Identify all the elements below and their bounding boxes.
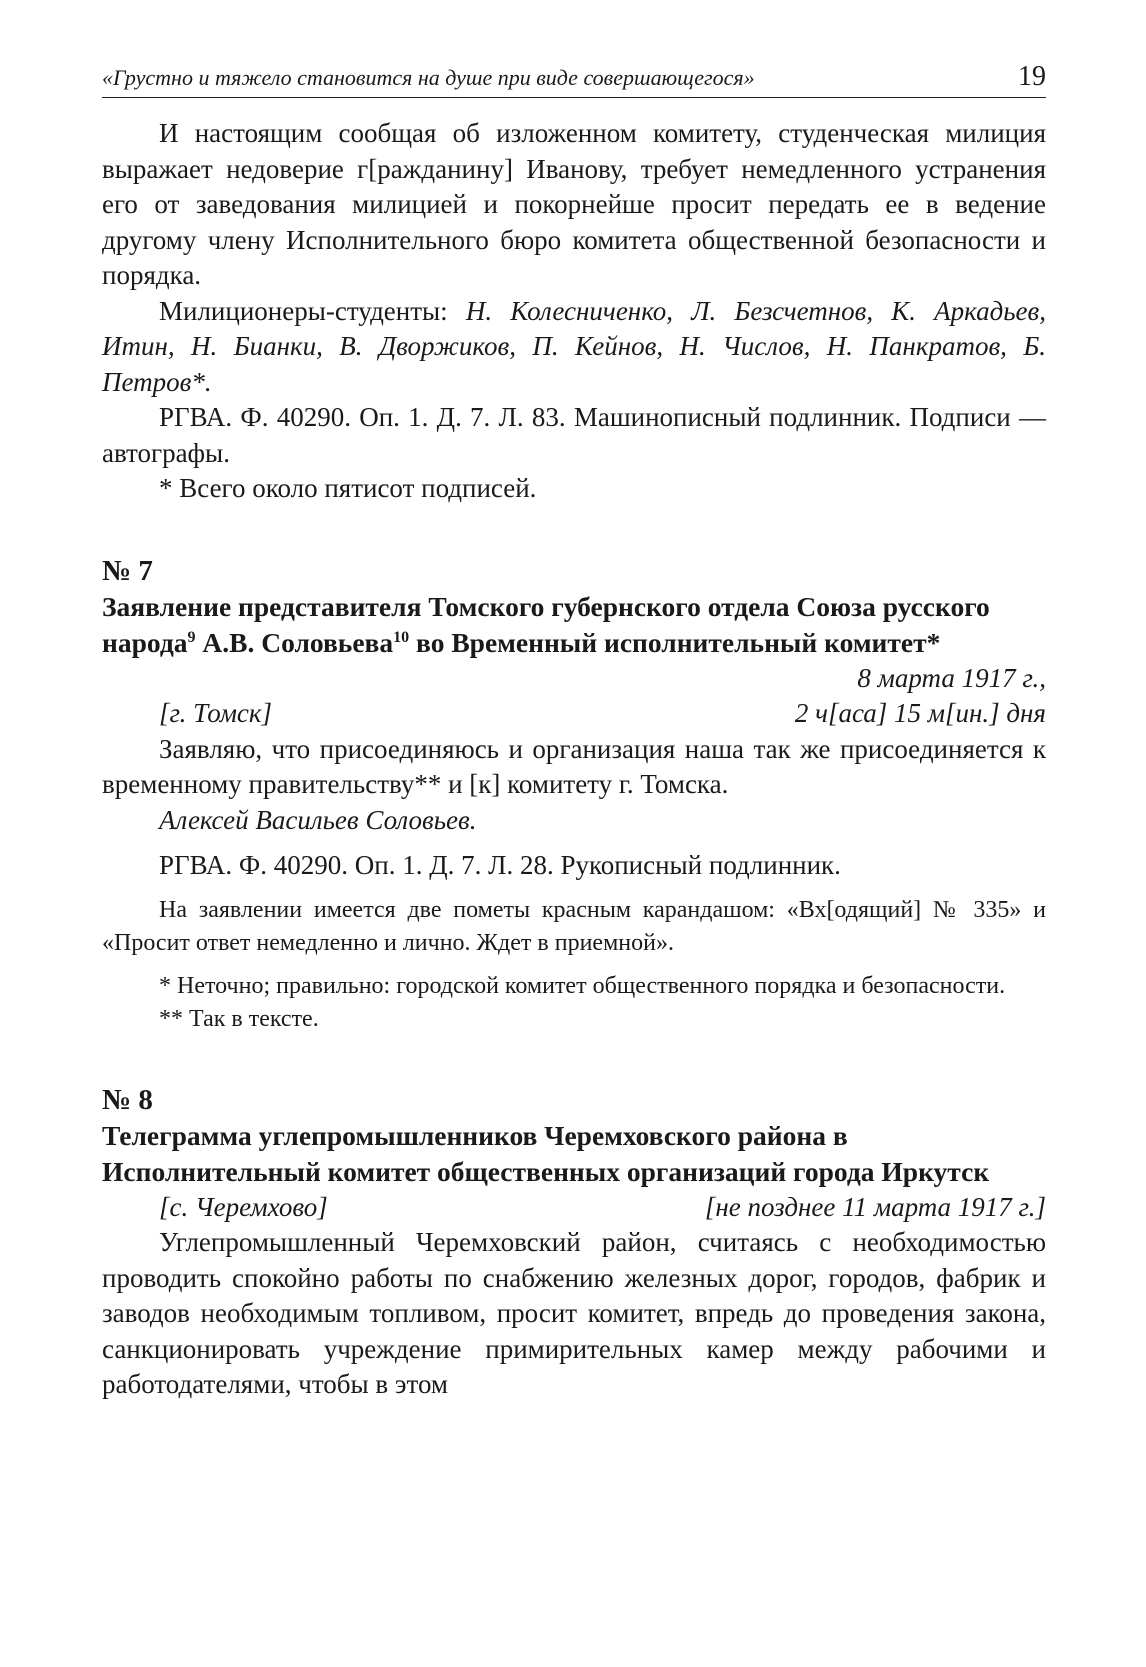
- doc6-signers: [102, 294, 1046, 401]
- doc7-place-time-row: [102, 696, 1046, 732]
- signers-names: Н. Колесниченко, Л. Безсчетнов, К. Аркадьев, Итин, Н. Бианки, В. Дворжиков, П. Кейнов, Н. Числов, Н. Панкратов, Б. Петров*.: [102, 295, 1046, 397]
- doc8-place-date-row: [102, 1190, 1046, 1226]
- doc8-title: Телеграмма углепромышленников Черемховского района в Исполнительный комитет общественных организаций города Иркутск: [102, 1119, 990, 1187]
- doc6-paragraph: И настоящим сообщая об изложенном комитету, студенческая милиция выражает недоверие г[ражданину] Иванову, требует немедленного устранения его от заведования милицией и покорнейше просит передать ее в ведение другому члену Исполнительного бюро комитета общественной безопасности и порядка.: [102, 118, 1046, 290]
- page-number: 19: [1018, 61, 1046, 92]
- doc7-time: 2 ч[аса] 15 м[ин.] дня: [794, 698, 1046, 728]
- running-title: «Грустно и тяжело становится на душе при виде совершающегося»: [102, 65, 755, 90]
- footnote-ref-9: 9: [187, 628, 196, 646]
- doc8-number: № 8: [102, 1083, 153, 1116]
- doc8-date: [не позднее 11 марта 1917 г.]: [704, 1191, 1046, 1222]
- doc7-place: [г. Томск]: [159, 698, 273, 728]
- doc7-title: [102, 589, 1046, 661]
- doc8-place: [с. Черемхово]: [159, 1191, 328, 1222]
- doc7-archive: РГВА. Ф. 40290. Оп. 1. Д. 7. Л. 28. Рукописный подлинник.: [159, 850, 841, 880]
- doc7-signature: Алексей Васильев Соловьев.: [159, 804, 477, 835]
- doc7-date: 8 марта 1917 г.,: [857, 662, 1046, 693]
- doc8-text: Углепромышленный Черемховский район, считаясь с необходимостью проводить спокойно работы по снабжению железных дорог, городов, фабрик и заводов необходимым топливом, просит комитет, впредь до проведения закона, санкционировать учреждение примирительных камер между рабочими и работодателями, чтобы в этом: [102, 1227, 1046, 1399]
- doc7-title-part3: во Временный исполнительный комитет*: [409, 626, 941, 658]
- doc6-archive: РГВА. Ф. 40290. Оп. 1. Д. 7. Л. 83. Машинописный подлинник. Подписи — автографы.: [102, 402, 1046, 468]
- doc7-footnote-1: * Неточно; правильно: городской комитет общественного порядка и безопасности.: [159, 972, 1006, 999]
- doc7-title-part1: Заявление представителя Томского губернского отдела Союза русского народа: [102, 590, 990, 658]
- doc7-title-part2: А.В. Соловьева: [195, 626, 394, 658]
- doc7-number: № 7: [102, 554, 153, 587]
- doc7-remark: На заявлении имеется две пометы красным карандашом: «Вх[одящий] № 335» и «Просит ответ немедленно и лично. Ждет в приемной».: [102, 896, 1046, 956]
- footnote-ref-10: 10: [393, 628, 410, 646]
- doc7-footnote-2: ** Так в тексте.: [159, 1005, 319, 1032]
- doc7-text: Заявляю, что присоединяюсь и организация наша так же присоединяется к временному правительству** и [к] комитету г. Томска.: [102, 733, 1046, 799]
- signers-label: Милиционеры-студенты:: [159, 295, 466, 326]
- doc6-footnote: * Всего около пятисот подписей.: [159, 473, 537, 503]
- page-header: [102, 61, 1046, 98]
